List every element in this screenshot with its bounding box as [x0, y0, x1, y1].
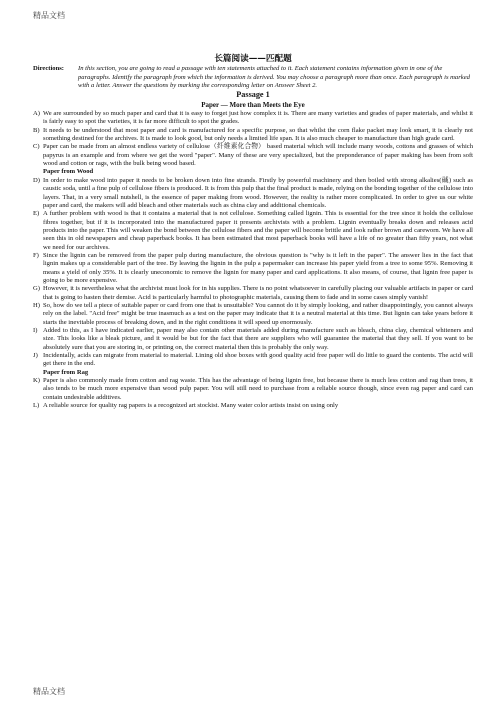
section-heading-wood: Paper from Wood [43, 168, 94, 176]
paragraph-letter: D) [33, 176, 40, 184]
paragraph-text: A further problem with wood is that it contains a material that is not cellulose. Something called lignin. This is essential for the tree since it holds the cellulose fibres together, but if it is incorporated into the manufactured paper it presents archivists with a problem. Lignin eventually breaks down and releases acid products into the paper. This will weaken the bond between the cellulose fibers and the paper will become brittle and look rather brown and careworn. We have all seen this in old newspapers and cheap paperback books. It has been estimated that most paperback books will have a life of no greater than fifty years, not what we need for our archives. [43, 210, 473, 251]
passage-title: Passage 1 [236, 90, 270, 100]
paragraph-text: It needs to be understood that most paper and card is manufactured for a specific purpose, so that whilst the corn flake packet may look smart, it is clearly not something destined for the archives. It is made to look good, but only needs a limited life span. It is also much cheaper to manufacture than high grade card. [43, 126, 473, 143]
paragraph-letter: H) [33, 301, 40, 309]
paragraph-text: However, it is nevertheless what the archivist must look for in his supplies. There is no point whatsoever in carefully placing our valuable artifacts in paper or card that is going to hasten their demise. Acid is particularly harmful to photographic materials, causing them to fade and in some cases simply vanish! [43, 285, 473, 301]
paragraph-group-wood [33, 177, 473, 369]
paragraph-i [33, 327, 473, 352]
paragraph-letter: J) [33, 352, 38, 360]
paragraph-text: A reliable source for quality rag papers is a recognized art stockist. Many water color artists insist on using only [43, 402, 339, 410]
paragraph-f [33, 252, 473, 285]
directions-text: In this section, you are going to read a passage with ten statements attached to it. Each statement contains information given in one of the paragraphs. Identify the paragraph from which the information is derived. You may choose a paragraph more than once. Each paragraph is marked with a letter. Answer the questions by marking the corresponding letter on Answer Sheet 2. [78, 65, 470, 90]
paragraph-g [33, 285, 473, 302]
paragraph-letter: A) [33, 110, 40, 118]
directions [33, 65, 473, 90]
paragraph-letter: L) [33, 402, 40, 410]
paragraph-c [33, 143, 473, 168]
paragraph-text: Since the lignin can be removed from the paper pulp during manufacture, the obvious question is "why is it left in the paper". The answer lies in the fact that lignin makes up a considerable part of the tree. By leaving the lignin in the pulp a papermaker can increase his paper yield from a tree to some 95%. Removing it means a yield of only 35%. It is clearly uneconomic to remove the lignin for many paper and card applications. It also means, of course, that lignin free paper is going to be more expensive. [43, 251, 473, 284]
passage-subtitle: Paper — More than Meets the Eye [201, 100, 305, 109]
paragraph-h [33, 302, 473, 327]
paragraph-text: Added to this, as I have indicated earlier, paper may also contain other materials added during manufacture such as bleach, china clay, chemical whiteners and size. This looks like a bleak picture, and it would be but for the fact that there are suppliers who will guarantee the material that they sell. If you want to be absolutely sure that you are storing in, or printing on, the correct material then this is probably the only way. [43, 327, 473, 351]
paragraph-text: Incidentally, acids can migrate from material to material. Lining old shoe boxes with good quality acid free paper will do little to guard the contents. The acid will get there in the end. [43, 352, 473, 368]
paragraph-letter: E) [33, 210, 40, 218]
paragraph-text: We are surrounded by so much paper and card that it is easy to forget just how complex it is. There are many varieties and grades of paper materials, and whilst it is fairly easy to spot the varieties, it is far more difficult to spot the grades. [43, 110, 473, 126]
paragraph-letter: I) [33, 327, 38, 334]
section-heading-rag: Paper from Rag [43, 368, 89, 376]
paragraph-letter: K) [33, 377, 40, 385]
paragraph-letter: B) [33, 126, 40, 134]
paragraph-d [33, 177, 473, 210]
paragraph-letter: C) [33, 143, 40, 151]
paragraph-group-rag [33, 377, 473, 410]
paragraph-j [33, 352, 473, 369]
paragraph-k [33, 377, 473, 402]
footer-watermark: 精品文档 [33, 687, 65, 696]
paragraph-group-intro [33, 110, 473, 168]
paragraph-text: Paper can be made from an almost endless variety of cellulose（纤维素化合物） based material which will include many woods, cottons and grasses of which papyrus is an example and from where we get the word "paper". Many of these are very specialized, but the preponderance of paper making has been from soft wood and cotton or rags, with the bulk being wood based. [43, 143, 473, 168]
paragraph-e [33, 210, 473, 252]
paragraph-b [33, 127, 473, 144]
paragraph-text: So, how do we tell a piece of suitable paper or card from one that is unsuitable? You cannot do it by simply looking, and rather disappointingly, you cannot always rely on the label. "Acid free" might be true inasmuch as a test on the paper may indicate that it is a neutral material at this time. But lignin can take years before it starts the inevitable process of breaking down, and in the right conditions it will speed up enormously. [43, 301, 473, 326]
directions-label: Directions: [33, 65, 65, 73]
paragraph-letter: G) [33, 285, 40, 293]
paragraph-text: In order to make wood into paper it needs to be broken down into fine strands. Firstly by powerful machinery and then boiled with strong alkalies(碱) such as caustic soda, until a fine pulp of cellulose fibers is produced. It is from this pulp that the final product is made, relying on the bonding together of the cellulose into layers. That, in a very small nutshell, is the essence of paper making from wood. However, the reality is rather more complicated. In order to give us our white paper and card, the makers will add bleach and other materials such as china clay and additional chemicals. [43, 176, 473, 209]
document-body [33, 55, 473, 410]
paragraph-a [33, 110, 473, 127]
document-title: 长篇阅读——匹配题 [214, 54, 292, 64]
paragraph-l [33, 402, 473, 410]
paragraph-letter: F) [33, 251, 39, 259]
paragraph-text: Paper is also commonly made from cotton and rag waste. This has the advantage of being lignin free, but because there is much less cotton and rag than trees, it also tends to be much more expensive than wood pulp paper. You will still need to purchase from a reliable source though, since even rag paper and card can contain undesirable additives. [43, 377, 473, 401]
header-watermark: 精品文档 [33, 11, 65, 20]
